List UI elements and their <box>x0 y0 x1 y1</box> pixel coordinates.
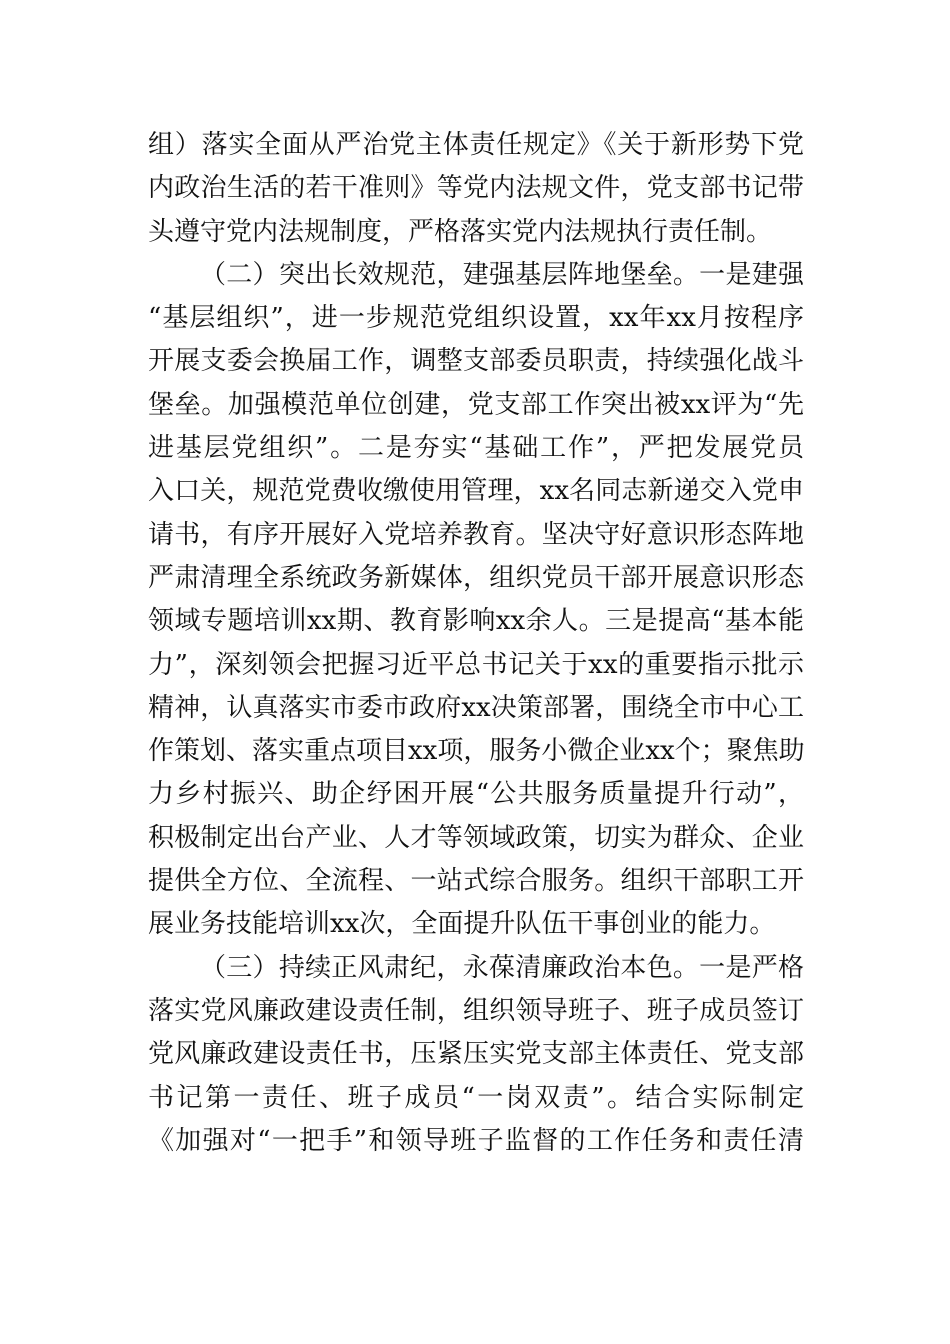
text-line: 力”，深刻领会把握习近平总书记关于xx的重要指示批示 <box>148 649 804 680</box>
text-line: 领域专题培训xx期、教育影响xx余人。三是提高“基本能 <box>148 606 804 637</box>
text-line: 头遵守党内法规制度，严格落实党内法规执行责任制。 <box>148 216 773 247</box>
text-line: 积极制定出台产业、人才等领域政策，切实为群众、企业 <box>148 822 804 853</box>
text-line: “基层组织”，进一步规范党组织设置，xx年xx月按程序 <box>148 303 804 334</box>
text-line: 请书，有序开展好入党培养教育。坚决守好意识形态阵地 <box>148 519 804 550</box>
text-line: 精神，认真落实市委市政府xx决策部署，围绕全市中心工 <box>148 692 804 723</box>
text-line: 堡垒。加强模范单位创建，党支部工作突出被xx评为“先 <box>148 389 804 420</box>
text-line: 党风廉政建设责任书，压紧压实党支部主体责任、党支部 <box>148 1039 804 1070</box>
section-heading-line: （三）持续正风肃纪，永葆清廉政治本色。一是严格 <box>200 952 804 983</box>
text-line: 内政治生活的若干准则》等党内法规文件，党支部书记带 <box>148 173 804 204</box>
text-line: 严肃清理全系统政务新媒体，组织党员干部开展意识形态 <box>148 562 804 593</box>
text-line: 书记第一责任、班子成员“一岗双责”。结合实际制定 <box>148 1082 804 1113</box>
text-line: 落实党风廉政建设责任制，组织领导班子、班子成员签订 <box>148 995 804 1026</box>
text-line: 展业务技能培训xx次，全面提升队伍干事创业的能力。 <box>148 909 776 940</box>
text-line: 开展支委会换届工作，调整支部委员职责，持续强化战斗 <box>148 346 804 377</box>
text-line: 进基层党组织”。二是夯实“基础工作”，严把发展党员 <box>148 433 804 464</box>
text-line: 《加强对“一把手”和领导班子监督的工作任务和责任清 <box>148 1125 804 1156</box>
text-line: 作策划、落实重点项目xx项，服务小微企业xx个；聚焦助 <box>148 736 805 767</box>
text-line: 提供全方位、全流程、一站式综合服务。组织干部职工开 <box>148 866 804 897</box>
body-text <box>148 124 804 1163</box>
section-heading-line: （二）突出长效规范，建强基层阵地堡垒。一是建强 <box>200 259 804 290</box>
text-line: 组）落实全面从严治党主体责任规定》《关于新形势下党 <box>148 130 804 160</box>
text-line: 入口关，规范党费收缴使用管理，xx名同志新递交入党申 <box>148 476 804 507</box>
text-line: 力乡村振兴、助企纾困开展“公共服务质量提升行动”， <box>148 779 804 810</box>
